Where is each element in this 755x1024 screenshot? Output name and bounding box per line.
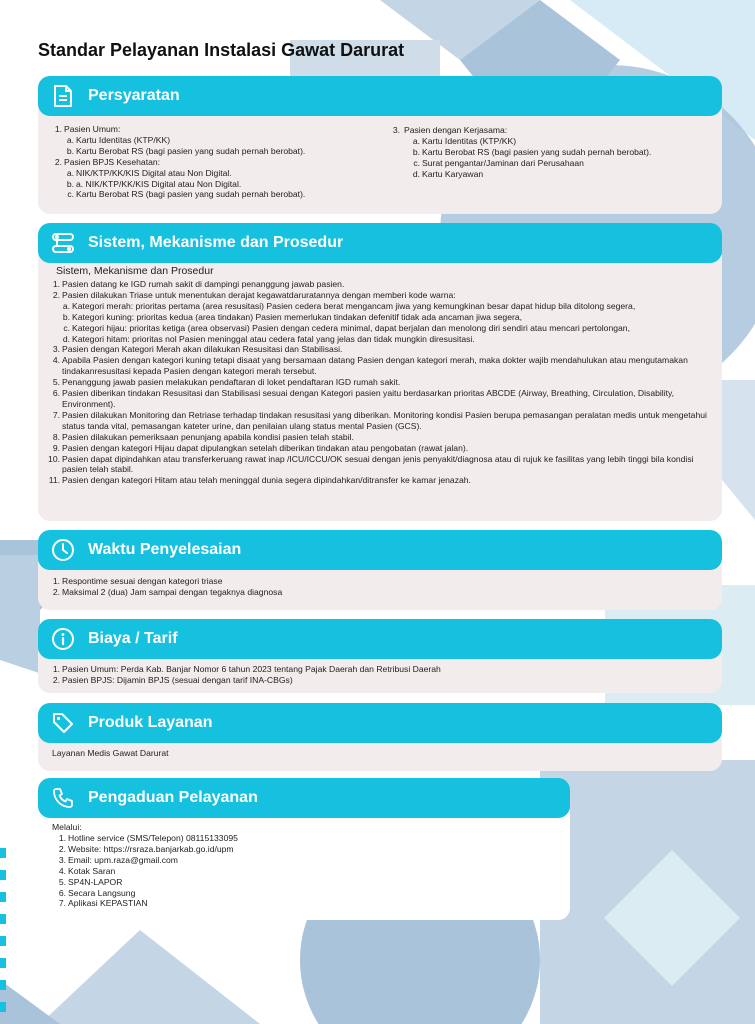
list-item: 9. Pasien dengan kategori Hijau dapat dipulangkan setelah diberikan tindakan atau pengobatan (rawat jalan). [52,442,469,453]
info-icon [50,626,76,652]
list-item: 5. Penanggung jawab pasien melakukan pendaftaran di loket pendaftaran IGD rumah sakit. [52,377,401,388]
section-title: Persyaratan [88,87,180,104]
list-item: a. Kategori merah: prioritas pertama (area resusitasi) Pasien cedera berat mengancam jiwa yang kemungkinan besar dapat hidup bila ditolong segera, [62,300,636,311]
section-header [38,223,722,263]
sistem-list [46,279,710,486]
list-item: d. Kategori hitam: prioritas nol Pasien meninggal atau cedera fatal yang jelas dan tidak mungkin diresusitasi. [62,333,475,344]
list-item: 1. Pasien Umum: Perda Kab. Banjar Nomor 6 tahun 2023 tentang Pajak Daerah dan Retribusi Daerah [52,664,441,674]
section-header [38,76,722,116]
list-item: 11. Pasien dengan kategori Hitam atau telah meninggal dunia segera dipindahkan/ditransfer ke kamar jenazah. [48,475,471,486]
section-biaya [38,619,722,693]
list-item: c. Kategori hijau: prioritas ketiga (area observasi) Pasien dengan cedera minimal, dapat berjalan dan menolong diri sendiri atau mencari pertolongan, [63,322,630,333]
produk-text: Layanan Medis Gawat Darurat [52,748,169,758]
list-item: 6. Pasien diberikan tindakan Resusitasi dan Stabilisasi sesuai dengan Kategori pasien yaitu berdasarkan prioritas ABCDE (Airway, Breathing, Circulation, Disability, Environment). [52,388,675,409]
list-item: 10. Pasien dapat dipindahkan atau transferkeruang rawat inap /ICU/ICCU/OK sesuai dengan jenis penyakit/diagnosa atau di rujuk ke fasilitas yang lebih tinggi bila kondisi pasien telah stabil. [48,453,694,475]
list-item: 4. Kotak Saran [58,865,116,876]
section-pengaduan [38,778,570,920]
section-sistem [38,223,722,521]
section-title: Pengaduan Pelayanan [88,789,258,806]
sistem-subheading: Sistem, Mekanisme dan Prosedur [56,265,214,277]
list-item: b. Kartu Berobat RS (bagi pasien yang sudah pernah berobat). [66,145,306,156]
list-item: b. Kartu Berobat RS (bagi pasien yang sudah pernah berobat). [412,146,652,157]
section-header [38,778,570,818]
list-item: 6. Secara Langsung [58,887,136,898]
list-item: 1. Hotline service (SMS/Telepon) 08115133095 [58,833,238,843]
pengaduan-intro: Melalui: [52,822,82,832]
section-title: Sistem, Mekanisme dan Prosedur [88,234,344,251]
list-item: 1. Pasien Umum: [54,124,121,134]
list-item: 2. Pasien BPJS: Dijamin BPJS (sesuai dengan tarif INA-CBGs) [52,674,293,685]
list-item: b. Kategori kuning: prioritas kedua (area tindakan) Pasien memerlukan tindakan defenitif tidak ada ancaman jiwa segera, [62,311,523,322]
pengaduan-list [52,833,552,909]
list-item: d. Kartu Karyawan [412,168,484,179]
list-item: 5. SP4N-LAPOR [58,876,123,887]
list-item: c. Kartu Berobat RS (bagi pasien yang sudah pernah berobat). [67,189,306,200]
list-item: a. NIK/KTP/KK/KIS Digital atau Non Digital. [66,167,232,178]
section-persyaratan [38,76,722,214]
persyaratan-col-1 [48,124,378,200]
process-icon [50,230,76,256]
list-item: 7. Pasien dilakukan Monitoring dan Retriase terhadap tindakan resusitasi yang diberikan. Monitoring kondisi Pasien berupa pemasangan peralatan medis untuk mengetahui status tanda vital, pemasangan kateter urine, dan penilaian ulang status mental Pasien (GCS). [52,409,707,431]
section-waktu [38,530,722,610]
list-item: 2. Maksimal 2 (dua) Jam sampai dengan tegaknya diagnosa [52,586,283,597]
section-title: Produk Layanan [88,714,213,731]
persyaratan-body [38,108,722,214]
section-produk [38,703,722,771]
list-item: 1. Pasien datang ke IGD rumah sakit di dampingi penanggung jawab pasien. [52,279,345,289]
list-item: a. Kartu Identitas (KTP/KK) [412,135,517,146]
section-header [38,530,722,570]
list-item: 1. Respontime sesuai dengan kategori triase [52,576,223,586]
list-item: 3. Pasien dengan Kategori Merah akan dilakukan Resusitasi dan Stabilisasi. [52,344,343,355]
list-item: 3. Email: upm.raza@gmail.com [58,854,178,865]
list-item: c. Surat pengantar/Jaminan dari Perusahaan [413,157,584,168]
list-item: 2. Website: https://rsraza.banjarkab.go.id/upm [58,843,234,854]
section-header [38,619,722,659]
section-header [38,703,722,743]
list-item: 4. Apabila Pasien dengan kategori kuning tetapi disaat yang bersamaan datang Pasien dengan kategori merah, maka dokter wajib mendahulukan atau mengutamakan tindakanresusitasi kepada Pasien dengan kategori merah tersebut. [52,355,688,377]
biaya-list [46,664,710,686]
list-item: b. a. NIK/KTP/KK/KIS Digital atau Non Digital. [66,178,242,189]
clock-icon [50,537,76,563]
section-title: Waktu Penyelesaian [88,541,242,558]
page-title: Standar Pelayanan Instalasi Gawat Darurat [38,40,405,60]
list-item: 8. Pasien dilakukan pemeriksaan penunjang apabila kondisi pasien telah stabil. [52,431,354,442]
section-title: Biaya / Tarif [88,630,178,647]
persyaratan-col-2 [390,125,710,180]
list-item: a. Kartu Identitas (KTP/KK) [66,134,171,145]
sistem-body [38,255,722,521]
list-item: 3. Pasien dengan Kerjasama: [392,125,508,135]
tag-icon [50,710,76,736]
document-icon [50,83,76,109]
list-item: 7. Aplikasi KEPASTIAN [58,898,148,909]
list-item: 2. Pasien BPJS Kesehatan: [54,156,161,167]
waktu-list [46,576,710,598]
list-item: 2. Pasien dilakukan Triase untuk menentukan derajat kegawatdaruratannya dengan memberi kode warna: [52,289,456,300]
pengaduan-body [38,810,570,920]
phone-icon [50,785,76,811]
